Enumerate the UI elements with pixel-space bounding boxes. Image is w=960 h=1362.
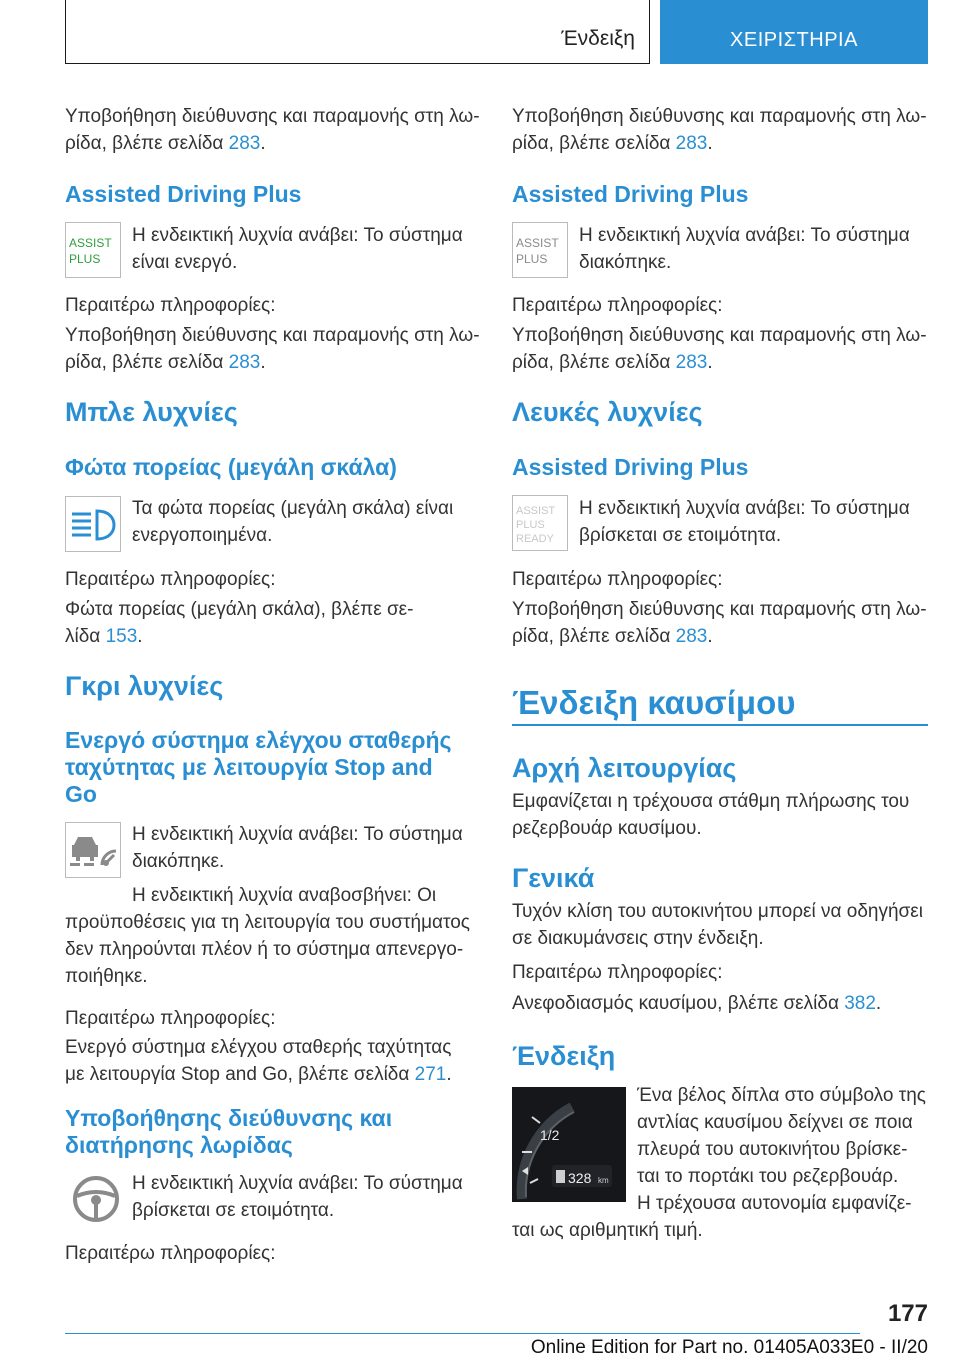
assist-plus-grey-icon [512, 222, 568, 278]
high-beam-ref-1: Φώτα πορείας (μεγάλη σκάλα), βλέπε σε- [65, 599, 414, 620]
assist-text: ASSIST [69, 236, 112, 250]
acc-desc-2: διακόπηκε. [132, 851, 225, 872]
acc-desc-5: δεν πληρούνται πλέον ή το σύστημα απενεργο- [65, 939, 464, 960]
ready-ref-1: Υποβοήθηση διεύθυνσης και παραμονής στη λω- [512, 599, 927, 620]
page-link[interactable]: 153 [105, 626, 138, 647]
steer-desc-2: βρίσκεται σε ετοιμότητα. [132, 1200, 335, 1221]
page-link[interactable]: 283 [228, 352, 261, 373]
footer-divider [65, 1333, 860, 1334]
page-link[interactable]: 283 [675, 626, 708, 647]
plus-text: PLUS [516, 519, 545, 531]
footer-edition: Online Edition for Part no. 01405A033E0 - II/20 [530, 1337, 928, 1358]
acc-car-grey-icon [65, 822, 121, 878]
plus-text: PLUS [69, 252, 101, 266]
steering-wheel-grey-icon [67, 1170, 125, 1228]
ready-ref-2: ρίδα, βλέπε σελίδα 283. [512, 626, 713, 647]
adp-desc-1: Η ενδεικτική λυχνία ανάβει: Το σύστημα [579, 225, 910, 246]
intro-line-1: Υποβοήθηση διεύθυνσης και παραμονής στη λω- [512, 106, 927, 127]
display-line-2: αντλίας καυσίμου δείχνει σε ποια [637, 1112, 913, 1133]
heading-display: Ένδειξη [512, 1041, 616, 1071]
adp-desc-2: είναι ενεργό. [132, 252, 238, 273]
acc-desc-6: ποιήθηκε. [65, 966, 148, 987]
plus-text: PLUS [516, 252, 548, 266]
adp-ref-2: ρίδα, βλέπε σελίδα 283. [512, 352, 713, 373]
gauge-half-label: 1/2 [540, 1127, 560, 1143]
assist-plus-green-icon [65, 222, 121, 278]
further-info-label: Περαιτέρω πληροφορίες: [512, 569, 723, 590]
header-section-tab [65, 0, 650, 64]
display-line-3: πλευρά του αυτοκινήτου βρίσκε- [637, 1139, 908, 1160]
display-line-4: ται το πορτάκι του ρεζερβουάρ. [637, 1166, 899, 1187]
adp-desc-2: διακόπηκε. [579, 252, 672, 273]
heading-principle: Αρχή λειτουργίας [512, 753, 737, 783]
heading-grey-lights: Γκρι λυχνίες [65, 671, 224, 701]
assist-text: ASSIST [516, 236, 559, 250]
adp-desc-1: Η ενδεικτική λυχνία ανάβει: Το σύστημα [132, 225, 463, 246]
display-line-6: ται ως αριθμητική τιμή. [512, 1220, 703, 1241]
acc-ref-2: με λειτουργία Stop and Go, βλέπε σελίδα 271. [65, 1064, 452, 1085]
further-info-label: Περαιτέρω πληροφορίες: [65, 295, 276, 316]
adp-ref-1: Υποβοήθηση διεύθυνσης και παραμονής στη λω- [65, 325, 480, 346]
assist-text: ASSIST [516, 505, 556, 517]
adp-ref-2: ρίδα, βλέπε σελίδα 283. [65, 352, 266, 373]
page-link[interactable]: 283 [675, 133, 708, 154]
acc-desc-1: Η ενδεικτική λυχνία ανάβει: Το σύστημα [132, 824, 463, 845]
page-link[interactable]: 283 [675, 352, 708, 373]
heading-assisted-driving-plus-ready: Assisted Driving Plus [512, 454, 749, 480]
section-divider [512, 724, 928, 726]
acc-desc-3: Η ενδεικτική λυχνία αναβοσβήνει: Οι [132, 885, 437, 906]
further-info-label: Περαιτέρω πληροφορίες: [512, 295, 723, 316]
high-beam-desc-1: Τα φώτα πορείας (μεγάλη σκάλα) είναι [132, 498, 454, 519]
ready-text: READY [516, 533, 554, 545]
header-chapter-tab [660, 0, 928, 64]
heading-steering-assist-2: διατήρησης λωρίδας [65, 1132, 293, 1158]
acc-desc-4: προϋποθέσεις για τη λειτουργία του συστήματος [65, 912, 470, 933]
intro-line-2: ρίδα, βλέπε σελίδα 283. [65, 133, 266, 154]
display-line-1: Ένα βέλος δίπλα στο σύμβολο της [637, 1085, 926, 1106]
page-link[interactable]: 382 [844, 993, 876, 1014]
heading-acc-stop-go-2: ταχύτητας με λειτουργία Stop and [65, 754, 433, 780]
gauge-range-unit: km [598, 1176, 609, 1185]
heading-fuel-gauge: Ένδειξη καυσίμου [512, 684, 796, 721]
heading-acc-stop-go-1: Ενεργό σύστημα ελέγχου σταθερής [65, 727, 452, 753]
display-line-5: Η τρέχουσα αυτονομία εμφανίζε- [637, 1193, 912, 1214]
heading-white-lights: Λευκές λυχνίες [512, 397, 703, 427]
high-beam-desc-2: ενεργοποιημένα. [132, 525, 273, 546]
gauge-range-value: 328 [568, 1170, 592, 1186]
further-info-label: Περαιτέρω πληροφορίες: [65, 1243, 276, 1264]
heading-steering-assist-1: Υποβοήθησης διεύθυνσης και [65, 1105, 393, 1131]
header-section-label: Ένδειξη [561, 27, 635, 50]
intro-line-2: ρίδα, βλέπε σελίδα 283. [512, 133, 713, 154]
heading-assisted-driving-plus: Assisted Driving Plus [65, 181, 302, 207]
further-info-label: Περαιτέρω πληροφορίες: [512, 962, 723, 983]
ready-desc-2: βρίσκεται σε ετοιμότητα. [579, 525, 782, 546]
assist-plus-ready-white-icon [512, 495, 568, 551]
general-line-1: Τυχόν κλίση του αυτοκινήτου μπορεί να οδηγήσει [512, 901, 923, 922]
heading-high-beam: Φώτα πορείας (μεγάλη σκάλα) [65, 454, 397, 480]
heading-general: Γενικά [512, 863, 595, 893]
page-number: 177 [887, 1300, 928, 1327]
page-header [65, 0, 928, 64]
further-info-label: Περαιτέρω πληροφορίες: [65, 1008, 276, 1029]
header-chapter-label: ΧΕΙΡΙΣΤΗΡΙΑ [730, 29, 858, 51]
further-info-label: Περαιτέρω πληροφορίες: [65, 569, 276, 590]
acc-ref-1: Ενεργό σύστημα ελέγχου σταθερής ταχύτητας [65, 1037, 452, 1058]
general-line-2: σε διακυμάνσεις στην ένδειξη. [512, 928, 764, 949]
steer-desc-1: Η ενδεικτική λυχνία ανάβει: Το σύστημα [132, 1173, 463, 1194]
principle-line-2: ρεζερβουάρ καυσίμου. [512, 818, 702, 839]
heading-blue-lights: Μπλε λυχνίες [65, 397, 238, 427]
high-beam-icon [65, 496, 121, 552]
heading-acc-stop-go-3: Go [65, 781, 97, 807]
page-link[interactable]: 271 [414, 1064, 447, 1085]
ready-desc-1: Η ενδεικτική λυχνία ανάβει: Το σύστημα [579, 498, 910, 519]
principle-line-1: Εμφανίζεται η τρέχουσα στάθμη πλήρωσης του [512, 791, 910, 812]
high-beam-ref-2: λίδα 153. [65, 626, 143, 647]
heading-assisted-driving-plus: Assisted Driving Plus [512, 181, 749, 207]
general-ref: Ανεφοδιασμός καυσίμου, βλέπε σελίδα 382. [512, 993, 882, 1014]
adp-ref-1: Υποβοήθηση διεύθυνσης και παραμονής στη λω- [512, 325, 927, 346]
intro-line-1: Υποβοήθηση διεύθυνσης και παραμονής στη λω- [65, 106, 480, 127]
fuel-gauge-photo [512, 1087, 626, 1202]
page-link[interactable]: 283 [228, 133, 261, 154]
